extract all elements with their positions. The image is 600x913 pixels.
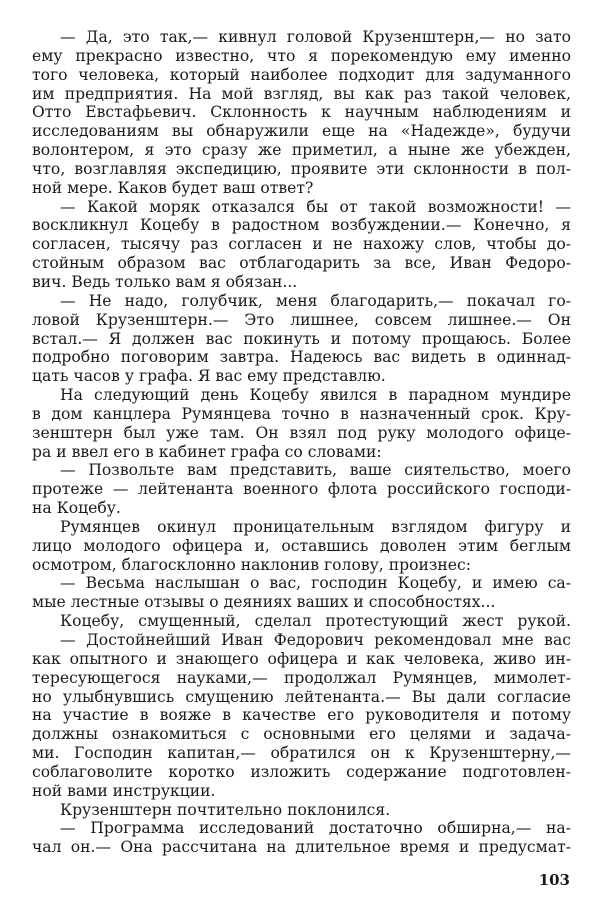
text-line: мые лестные отзывы о деяниях ваших и способностях... [32,593,496,612]
text-line: на участие в вояже в качестве его руководителя и потому [32,706,571,725]
text-line: подробно поговорим завтра. Надеюсь вас видеть в одиннад- [32,348,571,367]
text-line: как опытного и знающего офицера и как человека, живо ин- [32,649,571,668]
text-line: — Не надо, голубчик, меня благодарить,— покачал го- [60,291,571,310]
text-line: цать часов у графа. Я вас ему представлю. [32,367,386,386]
text-line: встал.— Я должен вас покинуть и потому прощаюсь. Более [32,329,571,348]
text-line: ра и ввел его в кабинет графа со словами: [32,442,382,461]
text-line: согласен, тысячу раз согласен и не нахожу слов, чтобы до- [32,235,571,254]
text-line: Крузенштерн почтительно поклонился. [60,800,391,819]
text-line: ной вами инструкции. [32,781,216,800]
text-line: лицо молодого офицера и, оставшись доволен этим беглым [32,536,571,555]
text-line: должны ознакомиться с основными его целями и задача- [32,725,571,744]
text-line: чал он.— Она рассчитана на длительное время и предусмат- [32,838,571,857]
text-line: того человека, который наиболее подходит для задуманного [32,65,571,84]
text-line: волонтером, я это сразу же приметил, а ныне же убежден, [32,141,571,160]
text-line: протеже — лейтенанта военного флота российского господи- [32,480,571,499]
text-line: На следующий день Коцебу явился в парадном мундире [60,386,571,405]
text-line: ловой Крузенштерн.— Это лишнее, совсем лишнее.— Он [32,310,571,329]
text-line: соблаговолите коротко изложить содержание подготовлен- [32,762,571,781]
text-line: — Какой моряк отказался бы от такой возможности! — [60,197,571,216]
text-line: ми. Господин капитан,— обратился он к Крузенштерну,— [32,744,571,763]
text-line: Коцебу, смущенный, сделал протестующий жест рукой. [60,612,571,631]
page-body-text [32,28,571,857]
text-line: воскликнул Коцебу в радостном возбуждении.— Конечно, я [32,216,571,235]
text-line: — Достойнейший Иван Федорович рекомендовал мне вас [60,631,571,649]
text-line: ему прекрасно известно, что я порекомендую ему именно [32,46,571,65]
text-line: — Позвольте вам представить, ваше сиятельство, моего [60,461,571,480]
text-line: — Да, это так,— кивнул головой Крузенштерн,— но зато [60,28,571,46]
text-line: что, возглавляя экспедицию, проявите эти склонности в пол- [32,159,571,178]
text-line: — Программа исследований достаточно обширна,— на- [60,819,571,838]
page-number: 103 [538,871,570,889]
text-line: ной мере. Каков будет ваш ответ? [32,178,314,197]
text-line: стойным образом вас отблагодарить за все, Иван Федоро- [32,254,571,273]
text-line: в дом канцлера Румянцева точно в назначенный срок. Кру- [32,404,571,423]
text-line: но улыбнувшись смущению лейтенанта.— Вы дали согласие [32,687,571,706]
text-line: осмотром, благосклонно наклонив голову, произнес: [32,555,471,574]
text-line: — Весьма наслышан о вас, господин Коцебу, и имею са- [60,574,571,593]
text-line: Румянцев окинул проницательным взглядом фигуру и [60,517,571,536]
text-line: на Коцебу. [32,499,121,518]
text-line: Отто Евстафьевич. Склонность к научным наблюдениям и [32,103,571,122]
text-line: тересующегося науками,— продолжал Румянцев, мимолет- [32,668,571,687]
text-line: им предприятия. На мой взгляд, вы как раз такой человек, [32,84,571,103]
text-line: зенштерн был уже там. Он взял под руку молодого офице- [32,423,571,442]
text-line: исследованиям вы обнаружили еще на «Надежде», будучи [32,122,571,141]
text-line: вич. Ведь только вам я обязан... [32,272,298,291]
